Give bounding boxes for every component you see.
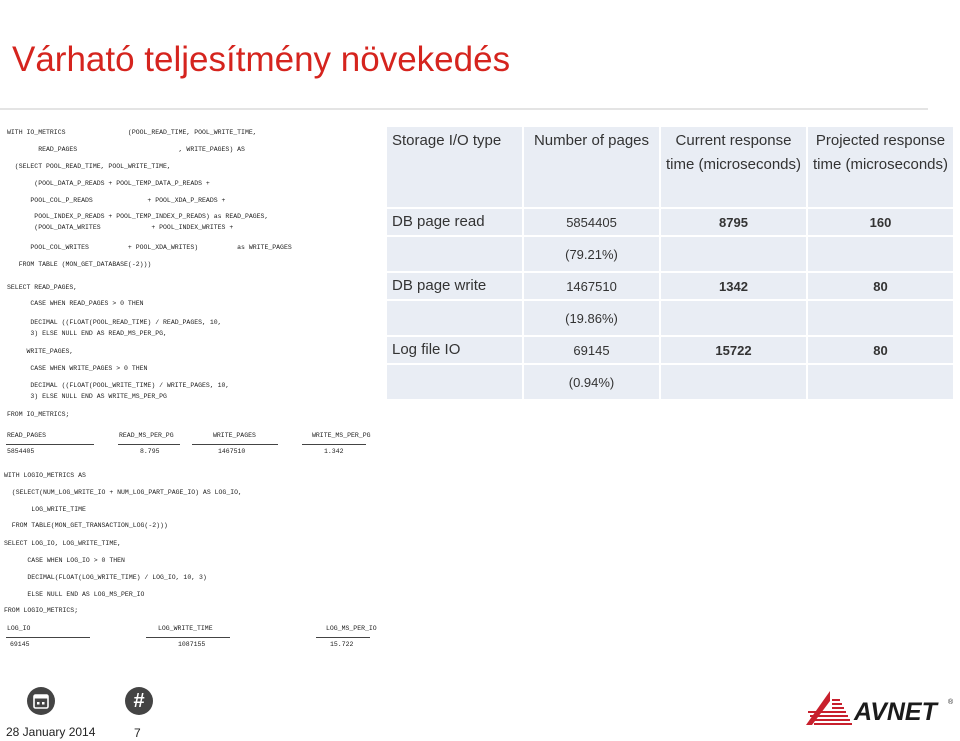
- column-header: Storage I/O type: [386, 126, 523, 208]
- empty-cell: [807, 364, 954, 400]
- result-separator: [118, 444, 180, 445]
- table-row: [386, 236, 954, 272]
- response-time-table: [385, 125, 955, 401]
- result-header: LOG_IO: [7, 625, 31, 632]
- result-value: 8.795: [140, 448, 160, 455]
- code-line: FROM IO_METRICS;: [7, 411, 70, 418]
- io-type-cell: DB page write: [386, 272, 523, 300]
- code-line: (POOL_DATA_P_READS + POOL_TEMP_DATA_P_READS +: [7, 180, 210, 187]
- code-line: WRITE_PAGES,: [7, 348, 74, 355]
- footer-page-number: 7: [134, 726, 141, 740]
- pages-cell: 1467510: [523, 272, 660, 300]
- calendar-icon[interactable]: [27, 687, 55, 715]
- result-value: 1467510: [218, 448, 246, 455]
- result-separator: [192, 444, 278, 445]
- code-line: FROM TABLE(MON_GET_TRANSACTION_LOG(-2))): [4, 522, 168, 529]
- table-row: [386, 364, 954, 400]
- io-type-cell: Log file IO: [386, 336, 523, 364]
- code-line: SELECT LOG_IO, LOG_WRITE_TIME,: [4, 540, 122, 547]
- column-header: Current response time (microseconds): [660, 126, 807, 208]
- column-header: Number of pages: [523, 126, 660, 208]
- code-line: FROM LOGIO_METRICS;: [4, 607, 79, 614]
- table-row: [386, 336, 954, 364]
- result-header: LOG_MS_PER_IO: [326, 625, 377, 632]
- pages-cell: 5854405: [523, 208, 660, 236]
- code-line: CASE WHEN WRITE_PAGES > 0 THEN: [7, 365, 148, 372]
- code-line: (POOL_DATA_WRITES + POOL_INDEX_WRITES +: [7, 224, 234, 231]
- code-line: 3) ELSE NULL END AS READ_MS_PER_PG,: [7, 330, 167, 337]
- table-row: [386, 272, 954, 300]
- empty-cell: [660, 364, 807, 400]
- projected-time-value: 160: [869, 215, 892, 230]
- table-row: [386, 300, 954, 336]
- code-line: (SELECT POOL_READ_TIME, POOL_WRITE_TIME,: [7, 163, 171, 170]
- projected-time-cell: [807, 272, 954, 300]
- empty-cell: [660, 236, 807, 272]
- empty-cell: [807, 236, 954, 272]
- code-line: WITH IO_METRICS (POOL_READ_TIME, POOL_WRITE_TIME,: [7, 129, 257, 136]
- pages-percent-cell: (19.86%): [523, 300, 660, 336]
- io-type-cell: DB page read: [386, 208, 523, 236]
- result-value: 15.722: [330, 641, 354, 648]
- column-header: Projected response time (microseconds): [807, 126, 954, 208]
- empty-cell: [660, 300, 807, 336]
- result-value: 69145: [10, 641, 30, 648]
- current-time-value: 15722: [715, 343, 752, 358]
- code-line: CASE WHEN READ_PAGES > 0 THEN: [7, 300, 144, 307]
- page-title: Várható teljesítmény növekedés: [12, 40, 511, 79]
- title-divider: [0, 108, 928, 110]
- code-line: POOL_COL_WRITES + POOL_XDA_WRITES) as WRITE_PAGES: [7, 244, 292, 251]
- avnet-logo: [804, 689, 956, 727]
- result-value: 1.342: [324, 448, 344, 455]
- pages-percent-cell: (79.21%): [523, 236, 660, 272]
- projected-time-value: 80: [873, 279, 888, 294]
- result-header: WRITE_PAGES: [213, 432, 256, 439]
- code-line: CASE WHEN LOG_IO > 0 THEN: [4, 557, 125, 564]
- code-line: DECIMAL(FLOAT(LOG_WRITE_TIME) / LOG_IO, 10, 3): [4, 574, 207, 581]
- code-line: (SELECT(NUM_LOG_WRITE_IO + NUM_LOG_PART_PAGE_IO) AS LOG_IO,: [4, 489, 242, 496]
- table-header-row: [386, 126, 954, 208]
- code-line: POOL_INDEX_P_READS + POOL_TEMP_INDEX_P_READS) as READ_PAGES,: [7, 213, 269, 220]
- result-value: 5854405: [7, 448, 35, 455]
- logo-registered-mark: ®: [948, 699, 954, 706]
- code-line: FROM TABLE (MON_GET_DATABASE(-2))): [7, 261, 152, 268]
- footer-date: 28 January 2014: [6, 725, 96, 739]
- projected-time-value: 80: [873, 343, 888, 358]
- projected-time-cell: [807, 208, 954, 236]
- result-header: READ_MS_PER_PG: [119, 432, 174, 439]
- code-line: DECIMAL ((FLOAT(POOL_READ_TIME) / READ_PAGES, 10,: [7, 319, 222, 326]
- result-header: READ_PAGES: [7, 432, 47, 439]
- result-separator: [146, 637, 230, 638]
- code-line: 3) ELSE NULL END AS WRITE_MS_PER_PG: [7, 393, 167, 400]
- code-line: READ_PAGES , WRITE_PAGES) AS: [7, 146, 245, 153]
- current-time-cell: [660, 336, 807, 364]
- table-row: [386, 208, 954, 236]
- code-line: LOG_WRITE_TIME: [4, 506, 86, 513]
- result-separator: [316, 637, 370, 638]
- code-line: DECIMAL ((FLOAT(POOL_WRITE_TIME) / WRITE_PAGES, 10,: [7, 382, 230, 389]
- logo-wordmark: AVNET: [854, 698, 937, 726]
- current-time-value: 8795: [719, 215, 748, 230]
- code-line: SELECT READ_PAGES,: [7, 284, 78, 291]
- empty-cell: [386, 364, 523, 400]
- code-line: WITH LOGIO_METRICS AS: [4, 472, 86, 479]
- result-separator: [302, 444, 366, 445]
- projected-time-cell: [807, 336, 954, 364]
- current-time-value: 1342: [719, 279, 748, 294]
- empty-cell: [807, 300, 954, 336]
- current-time-cell: [660, 272, 807, 300]
- code-line: POOL_COL_P_READS + POOL_XDA_P_READS +: [7, 197, 226, 204]
- empty-cell: [386, 236, 523, 272]
- result-value: 1087155: [178, 641, 206, 648]
- code-line: ELSE NULL END AS LOG_MS_PER_IO: [4, 591, 145, 598]
- current-time-cell: [660, 208, 807, 236]
- page-number-icon[interactable]: #: [125, 687, 153, 715]
- empty-cell: [386, 300, 523, 336]
- result-header: LOG_WRITE_TIME: [158, 625, 213, 632]
- result-separator: [6, 637, 90, 638]
- result-separator: [6, 444, 94, 445]
- pages-percent-cell: (0.94%): [523, 364, 660, 400]
- pages-cell: 69145: [523, 336, 660, 364]
- result-header: WRITE_MS_PER_PG: [312, 432, 371, 439]
